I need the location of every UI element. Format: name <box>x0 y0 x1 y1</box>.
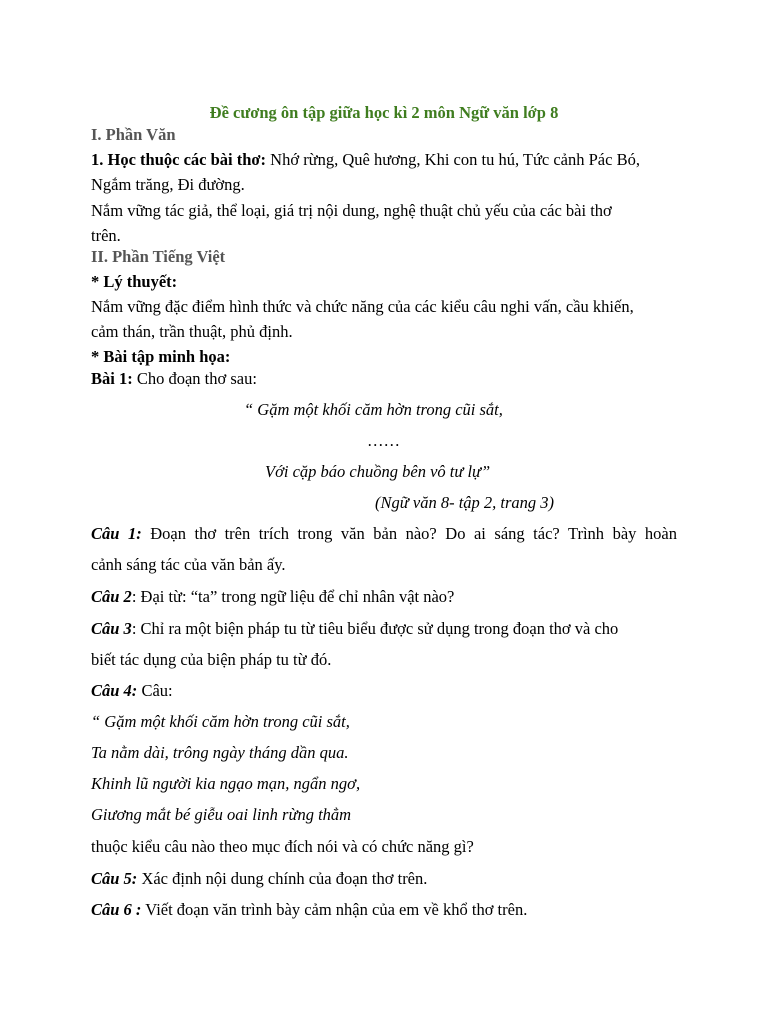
question-1-text: Đoạn thơ trên trích trong văn bản nào? Do ai sáng tác? Trình bày hoàn <box>141 524 677 543</box>
question-4-tail: thuộc kiểu câu nào theo mục đích nói và có chức năng gì? <box>91 837 474 856</box>
question-1-label: Câu 1: <box>91 524 142 543</box>
question-6-label: Câu 6 : <box>91 900 142 919</box>
question-3-line <box>91 618 618 640</box>
question-6-line <box>91 899 527 921</box>
section-heading-literature: I. Phần Văn <box>91 125 176 144</box>
theory-line: Nắm vững đặc điểm hình thức và chức năng của các kiểu câu nghi vấn, cầu khiến, <box>91 297 634 316</box>
question-4-label: Câu 4: <box>91 681 138 700</box>
question-5-label: Câu 5: <box>91 869 138 888</box>
question-4-poem-line: Giương mắt bé giễu oai linh rừng thẳm <box>91 805 352 824</box>
item1-line <box>91 149 640 171</box>
section-heading-vietnamese: II. Phần Tiếng Việt <box>91 247 226 266</box>
exercise-label: * Bài tập minh họa: <box>91 347 231 366</box>
question-2-text: : Đại từ: “ta” trong ngữ liệu để chỉ nhân vật nào? <box>131 587 455 606</box>
question-6-text: Viết đoạn văn trình bày cảm nhận của em về khổ thơ trên. <box>141 900 528 919</box>
question-5-line <box>91 868 427 890</box>
question-4-poem-line: Khinh lũ người kia ngạo mạn, ngẩn ngơ, <box>91 774 361 793</box>
question-2-label: Câu 2 <box>91 587 132 606</box>
question-3-text: : Chỉ ra một biện pháp tu từ tiêu biểu được sử dụng trong đoạn thơ và cho <box>131 619 619 638</box>
question-1-line <box>91 523 677 545</box>
question-4-line <box>91 680 173 702</box>
question-4-poem-line: Ta nằm dài, trông ngày tháng dần qua. <box>91 743 349 762</box>
item1-text: Nhớ rừng, Quê hương, Khi con tu hú, Tức cảnh Pác Bó, <box>266 150 640 169</box>
theory-line-cont: cảm thán, trần thuật, phủ định. <box>91 322 293 341</box>
item1-text-cont: Ngắm trăng, Đi đường. <box>91 175 245 194</box>
question-4-text: Câu: <box>137 681 173 700</box>
question-3-label: Câu 3 <box>91 619 132 638</box>
document-title: Đề cương ôn tập giữa học kì 2 môn Ngữ văn lớp 8 <box>209 103 559 122</box>
question-3-text-cont: biết tác dụng của biện pháp tu từ đó. <box>91 650 332 669</box>
bai1-text: Cho đoạn thơ sau: <box>132 369 257 388</box>
poem-line-2: Với cặp báo chuồng bên vô tư lự” <box>265 462 491 481</box>
note-line: Nắm vững tác giả, thể loại, giá trị nội dung, nghệ thuật chủ yếu của các bài thơ <box>91 201 612 220</box>
bai1-line <box>91 368 257 390</box>
question-1-text-cont: cảnh sáng tác của văn bản ấy. <box>91 555 286 574</box>
poem-ellipsis: …… <box>367 431 400 450</box>
poem-line-1: “ Gặm một khối căm hờn trong cũi sắt, <box>244 400 503 419</box>
note-line-cont: trên. <box>91 226 121 245</box>
bai1-label: Bài 1: <box>91 369 133 388</box>
item1-label: 1. Học thuộc các bài thơ: <box>91 150 267 169</box>
question-5-text: Xác định nội dung chính của đoạn thơ trên. <box>137 869 428 888</box>
theory-label: * Lý thuyết: <box>91 272 178 291</box>
question-4-poem-line: “ Gặm một khối căm hờn trong cũi sắt, <box>91 712 350 731</box>
poem-source: (Ngữ văn 8- tập 2, trang 3) <box>375 493 555 512</box>
question-2-line <box>91 586 454 608</box>
